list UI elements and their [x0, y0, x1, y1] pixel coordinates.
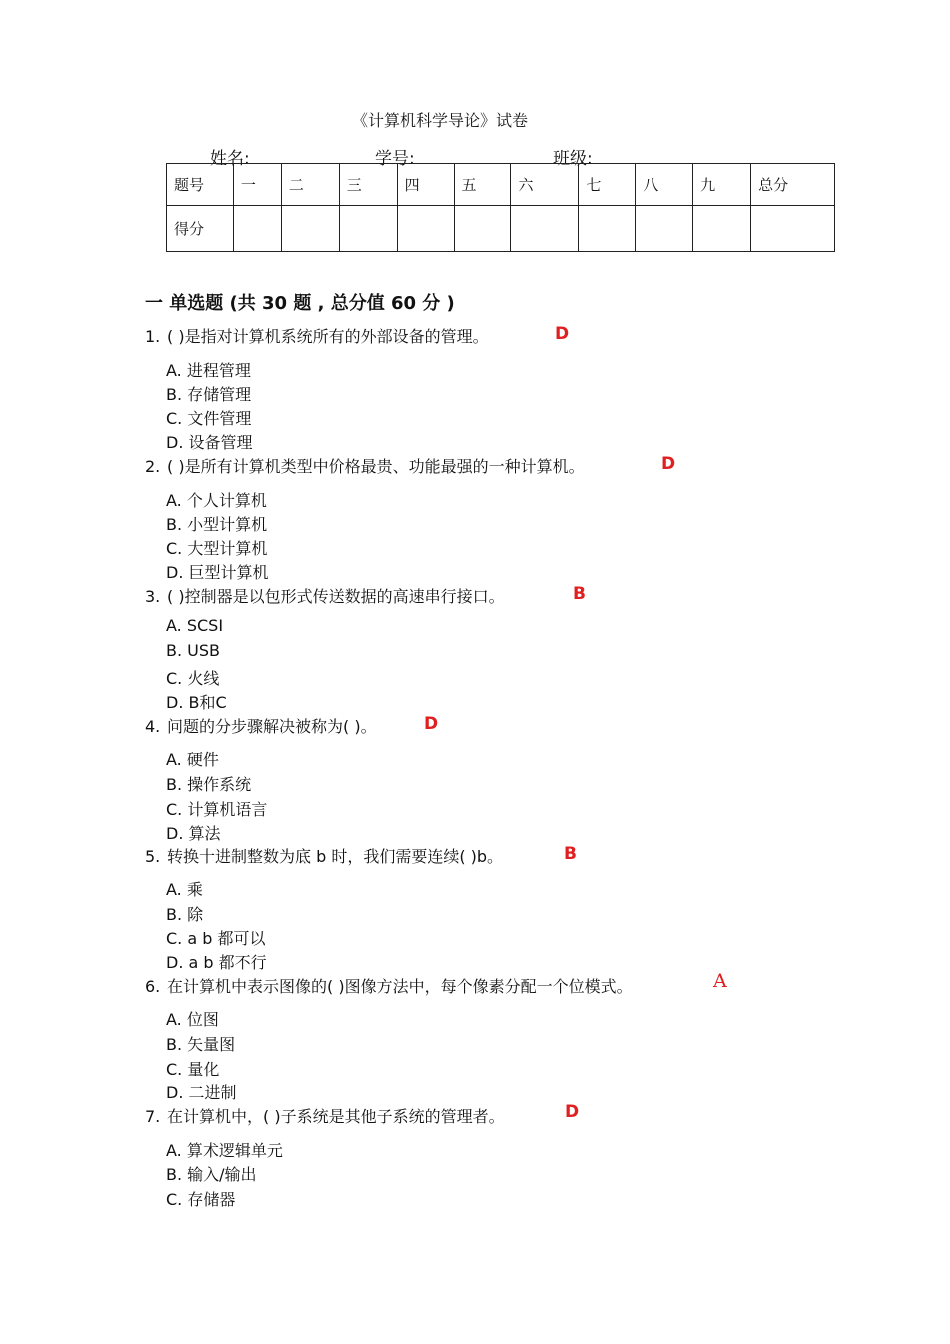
header-cell: 九 — [693, 164, 751, 206]
score-cell — [454, 206, 511, 252]
header-cell: 八 — [636, 164, 693, 206]
student-id-label: 学号: — [375, 149, 415, 169]
question-number: 5. — [145, 847, 161, 866]
question-text: ( )是指对计算机系统所有的外部设备的管理。 — [167, 327, 489, 346]
question-6 — [145, 974, 633, 997]
answer-mark: D — [661, 454, 676, 474]
question-text: ( )是所有计算机类型中价格最贵、功能最强的一种计算机。 — [167, 457, 585, 476]
question-number: 7. — [145, 1107, 161, 1126]
score-row-label: 得分 — [167, 206, 234, 252]
option-a: A. 硬件 — [166, 750, 219, 769]
answer-mark: D — [565, 1102, 580, 1122]
score-cell — [636, 206, 693, 252]
question-text: 在计算机中，( )子系统是其他子系统的管理者。 — [167, 1107, 505, 1126]
question-number: 2. — [145, 457, 161, 476]
header-cell: 总分 — [751, 164, 835, 206]
option-a: A. 乘 — [166, 880, 203, 899]
header-cell: 四 — [397, 164, 454, 206]
question-text: 转换十进制整数为底 b 时，我们需要连续( )b。 — [167, 847, 504, 866]
option-d: D. B和C — [166, 693, 227, 712]
question-text: ( )控制器是以包形式传送数据的高速串行接口。 — [167, 587, 505, 606]
header-cell: 五 — [454, 164, 511, 206]
option-d: D. 设备管理 — [166, 433, 253, 452]
option-a: A. 个人计算机 — [166, 491, 267, 510]
question-number: 1. — [145, 327, 161, 346]
option-c: C. 大型计算机 — [166, 539, 268, 558]
answer-mark: A — [713, 970, 727, 992]
score-cell — [397, 206, 454, 252]
header-cell: 二 — [281, 164, 339, 206]
option-b: B. 输入/输出 — [166, 1165, 257, 1184]
option-b: B. USB — [166, 641, 220, 660]
header-cell: 七 — [579, 164, 636, 206]
option-a: A. 进程管理 — [166, 361, 251, 380]
score-cell — [693, 206, 751, 252]
answer-mark: D — [424, 714, 439, 734]
question-text: 问题的分步骤解决被称为( )。 — [167, 717, 377, 736]
option-d: D. 二进制 — [166, 1083, 237, 1102]
question-3 — [145, 584, 505, 607]
question-2 — [145, 454, 585, 477]
header-cell: 六 — [511, 164, 579, 206]
answer-mark: B — [573, 584, 586, 604]
header-cell: 一 — [233, 164, 281, 206]
question-number: 3. — [145, 587, 161, 606]
option-d: D. 算法 — [166, 824, 221, 843]
option-c: C. a b 都可以 — [166, 929, 266, 948]
exam-title: 《计算机科学导论》试卷 — [351, 111, 528, 130]
score-cell — [233, 206, 281, 252]
score-cell — [751, 206, 835, 252]
score-cell — [339, 206, 397, 252]
section-title: 一 单选题 (共 30 题 , 总分值 60 分 ) — [145, 293, 455, 314]
question-4 — [145, 714, 377, 737]
answer-mark: B — [564, 844, 577, 864]
option-d: D. a b 都不行 — [166, 953, 267, 972]
option-b: B. 矢量图 — [166, 1035, 236, 1054]
question-text: 在计算机中表示图像的( )图像方法中，每个像素分配一个位模式。 — [167, 977, 633, 996]
option-b: B. 存储管理 — [166, 385, 252, 404]
option-a: A. SCSI — [166, 616, 224, 635]
question-number: 6. — [145, 977, 161, 996]
option-d: D. 巨型计算机 — [166, 563, 269, 582]
option-c: C. 计算机语言 — [166, 800, 268, 819]
option-a: A. 位图 — [166, 1010, 219, 1029]
header-cell: 三 — [339, 164, 397, 206]
score-table-score-row — [167, 206, 835, 252]
option-c: C. 火线 — [166, 669, 220, 688]
question-7 — [145, 1104, 505, 1127]
option-b: B. 除 — [166, 905, 204, 924]
option-c: C. 量化 — [166, 1060, 220, 1079]
score-table — [166, 163, 835, 252]
option-a: A. 算术逻辑单元 — [166, 1141, 283, 1160]
option-c: C. 存储器 — [166, 1190, 236, 1209]
class-label: 班级: — [553, 149, 593, 169]
score-table-header-row — [167, 164, 835, 206]
score-cell — [579, 206, 636, 252]
header-cell: 题号 — [167, 164, 234, 206]
question-1 — [145, 324, 489, 347]
answer-mark: D — [555, 324, 570, 344]
score-cell — [281, 206, 339, 252]
name-label: 姓名: — [210, 149, 250, 169]
question-5 — [145, 844, 503, 867]
question-number: 4. — [145, 717, 161, 736]
score-cell — [511, 206, 579, 252]
option-b: B. 操作系统 — [166, 775, 252, 794]
option-b: B. 小型计算机 — [166, 515, 268, 534]
option-c: C. 文件管理 — [166, 409, 252, 428]
